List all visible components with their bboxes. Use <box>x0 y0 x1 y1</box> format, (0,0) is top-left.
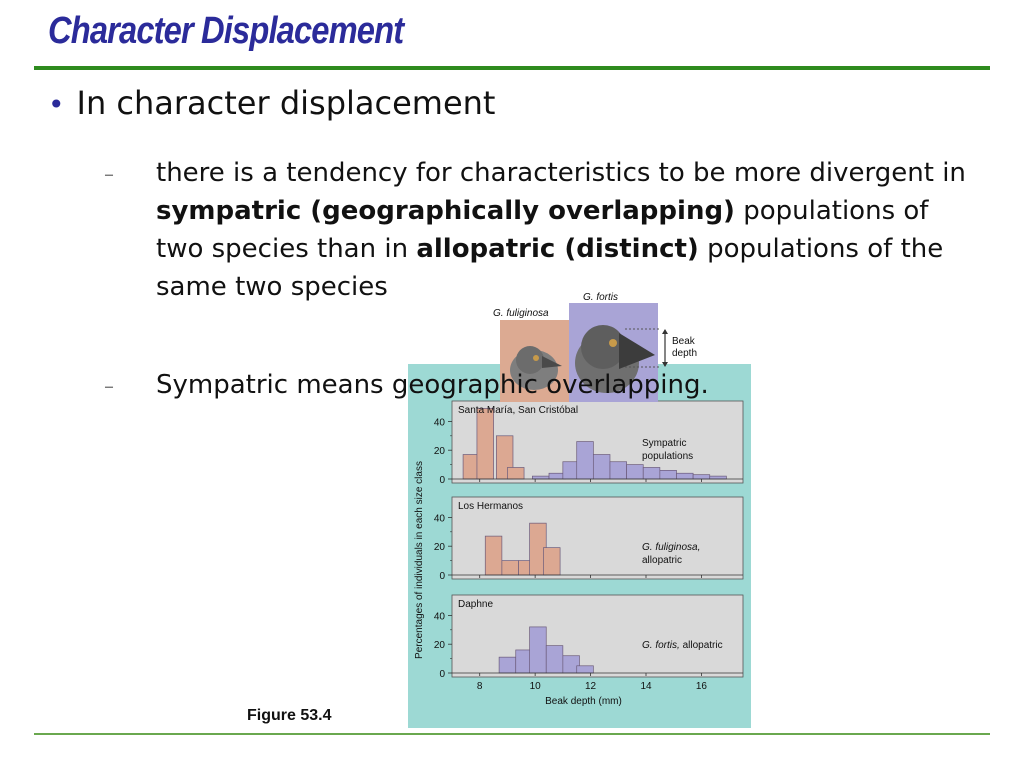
y-tick-label: 40 <box>433 611 445 623</box>
y-tick-label: 20 <box>433 446 445 458</box>
y-tick-label: 0 <box>439 475 445 486</box>
x-tick-label: 12 <box>585 681 597 692</box>
histogram-bar <box>660 470 677 479</box>
histogram-bar <box>543 548 560 575</box>
sub-bullet-text-2: Sympatric means geographic overlapping. <box>156 370 709 400</box>
bold-run: sympatric (geographically overlapping) <box>156 196 735 226</box>
x-tick-label: 10 <box>529 681 541 692</box>
title-underline <box>34 66 990 70</box>
beak-depth-arrowheads <box>662 329 668 367</box>
y-tick-label: 20 <box>433 640 445 652</box>
histogram-bar <box>676 473 693 479</box>
panel-title: Daphne <box>458 599 494 610</box>
sub-bullet-dash: – <box>104 162 114 186</box>
histogram-bar <box>577 666 594 673</box>
histogram-bar <box>627 465 644 479</box>
histogram-bar <box>577 442 594 479</box>
histogram-chart <box>408 364 751 728</box>
y-tick-label: 40 <box>433 417 445 429</box>
x-axis-label: Beak depth (mm) <box>545 696 622 707</box>
panel-annotation: Sympatric populations <box>642 438 694 462</box>
sub-bullet-dash: – <box>104 374 114 398</box>
bold-run: allopatric (distinct) <box>416 234 699 264</box>
fuliginosa-label: G. fuliginosa <box>493 308 549 319</box>
x-tick-label: 8 <box>476 681 483 692</box>
y-tick-label: 20 <box>433 542 445 554</box>
histogram-bar <box>546 646 563 673</box>
x-tick-label: 14 <box>640 681 652 692</box>
fortis-label: G. fortis <box>583 292 619 303</box>
bullet-text: In character displacement <box>76 84 496 122</box>
bullet-dot: • <box>48 88 65 121</box>
footer-rule <box>34 733 990 735</box>
text-run: populations of the same two species <box>156 234 944 302</box>
y-axis-label: Percentages of individuals in each size class <box>414 461 425 659</box>
y-tick-label: 40 <box>433 513 445 525</box>
histogram-bar <box>710 476 727 479</box>
slide-title: Character Displacement <box>48 10 404 52</box>
histogram-bar <box>502 561 519 575</box>
panel-title: Santa María, San Cristóbal <box>458 405 579 416</box>
histogram-bar <box>593 455 610 479</box>
panel-annotation: G. fuliginosa, allopatric <box>642 542 701 566</box>
panel-annotation: G. fortis, allopatric <box>642 640 723 651</box>
histogram-bar <box>643 467 660 479</box>
text-run: there is a tendency for characteristics to be more divergent in <box>156 158 966 188</box>
y-tick-label: 0 <box>439 669 445 680</box>
figure-caption: Figure 53.4 <box>247 707 332 724</box>
bullet-item <box>48 84 495 122</box>
panel-title: Los Hermanos <box>458 501 524 512</box>
sub-bullet-text <box>156 154 976 306</box>
histogram-bar <box>530 627 547 673</box>
histogram-bar <box>485 536 502 575</box>
histogram-bar <box>693 475 710 479</box>
panel-frame <box>452 595 743 677</box>
beak-depth-label: Beak depth <box>672 336 698 359</box>
histogram-bar <box>477 408 494 479</box>
histogram-bar <box>610 462 627 479</box>
y-tick-label: 0 <box>439 571 445 582</box>
histogram-bar <box>499 657 516 673</box>
histogram-bar <box>507 467 524 479</box>
text-run: populations of two species than in <box>156 196 929 264</box>
figure-panel <box>408 364 751 728</box>
x-tick-label: 16 <box>695 681 707 692</box>
histogram-bar <box>532 476 549 479</box>
